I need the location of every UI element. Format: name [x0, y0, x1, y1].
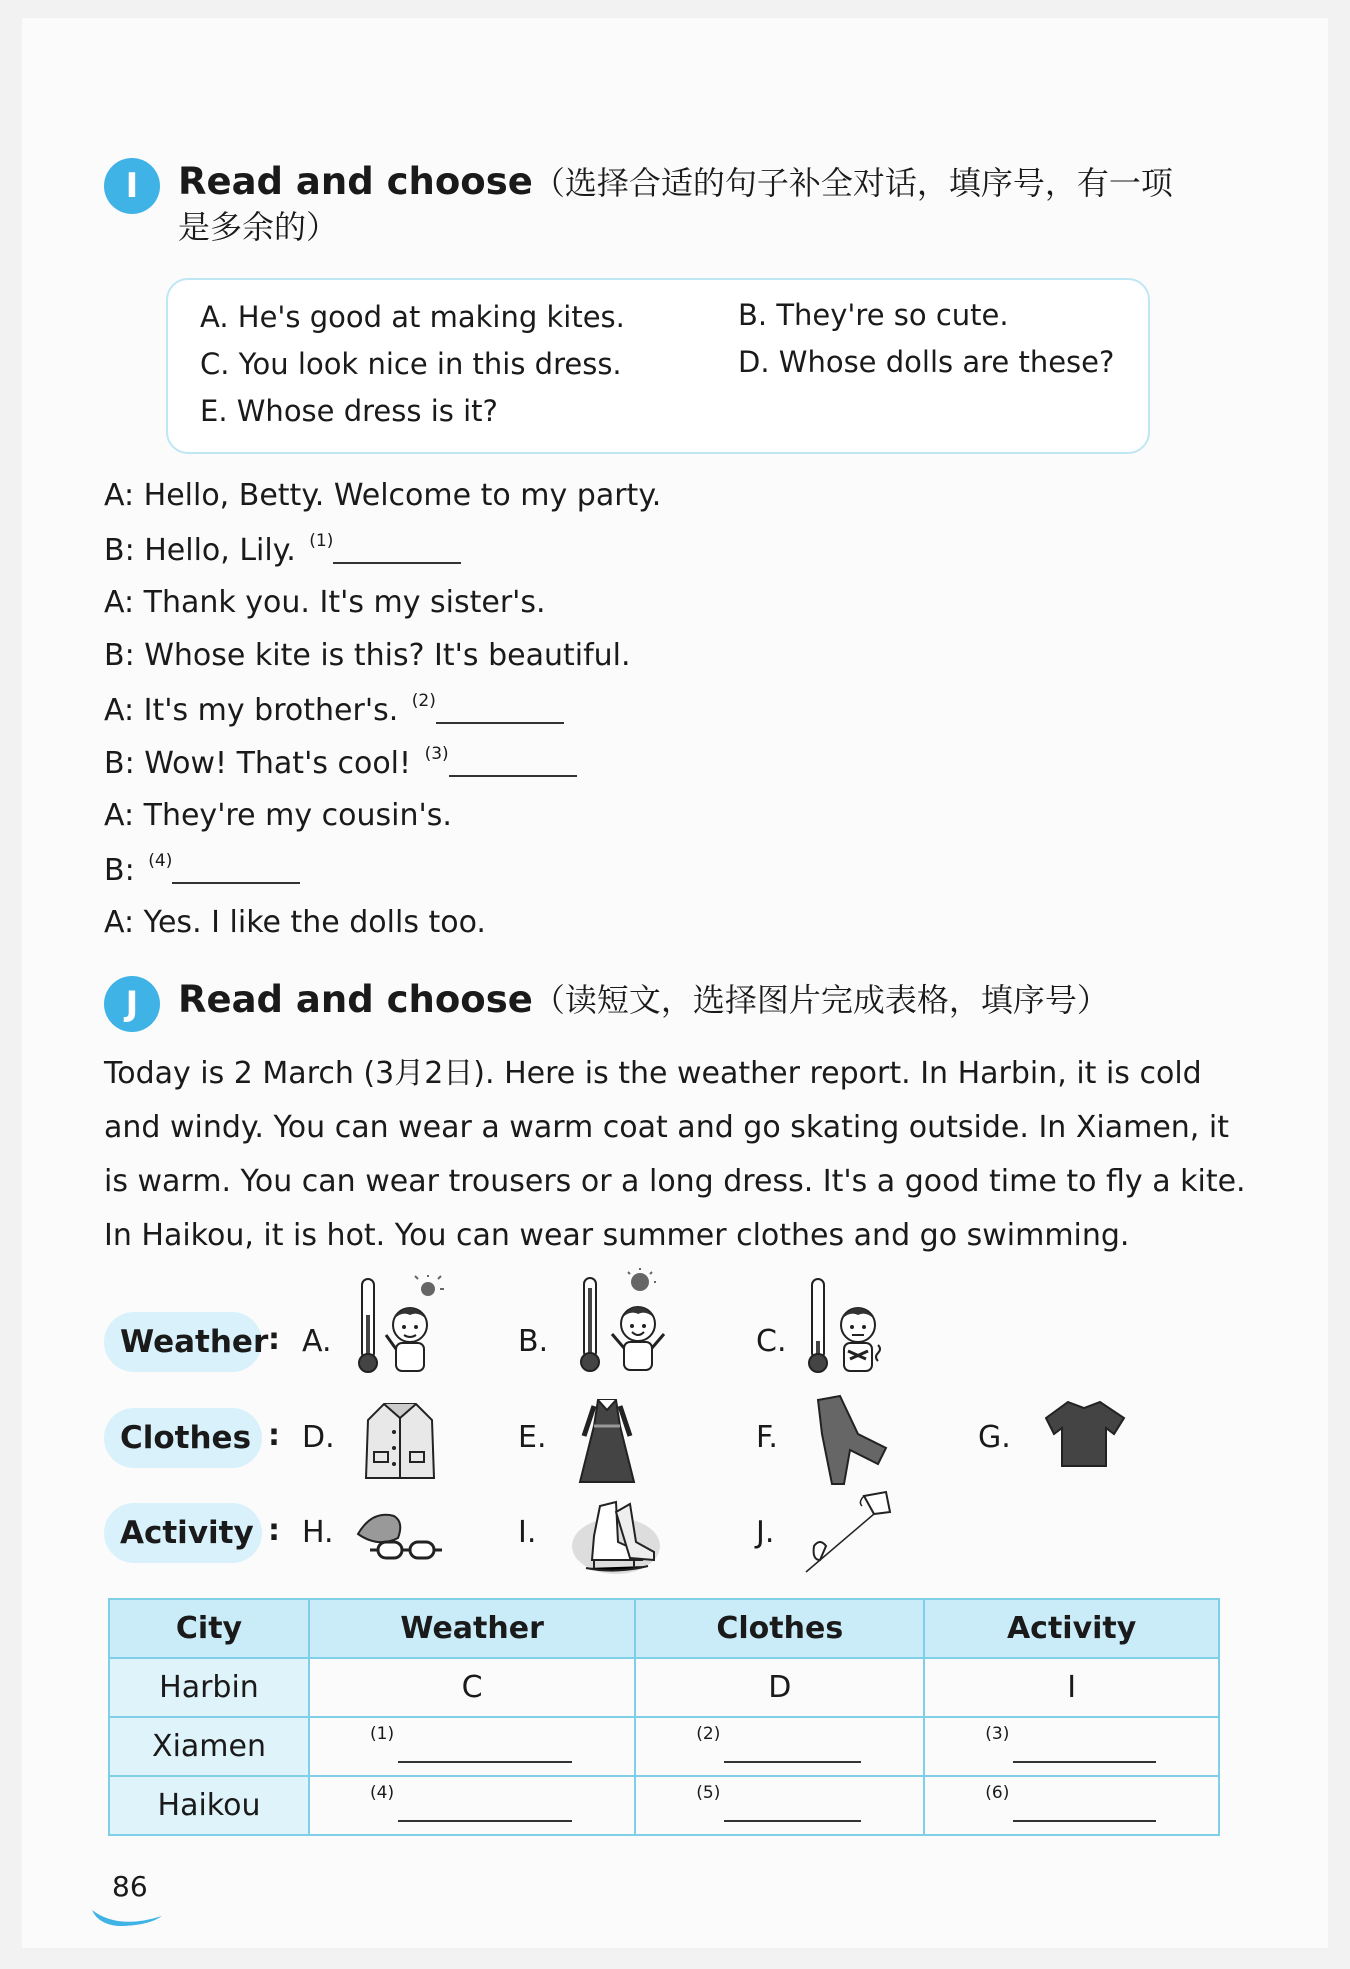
- section-i-instruction: （选择合适的句子补全对话，填序号，有一项: [532, 164, 1173, 202]
- section-i-header: [104, 160, 1173, 249]
- dialogue-line-3: A: Thank you. It's my sister's.: [104, 585, 546, 620]
- dialogue-line-4: B: Whose kite is this? It's beautiful.: [104, 638, 631, 673]
- swim-cap-goggles-icon: [354, 1508, 444, 1566]
- label-f: F.: [756, 1420, 778, 1455]
- clothes-pill: Clothes: [104, 1408, 262, 1468]
- weather-colon: :: [268, 1322, 280, 1357]
- label-e: E.: [518, 1420, 547, 1455]
- dialogue-line-2: B: Hello, Lily. $^{(1)}$: [104, 531, 461, 568]
- section-j-instruction: （读短文，选择图片完成表格，填序号）: [532, 981, 1109, 1019]
- header-weather: Weather: [309, 1599, 635, 1658]
- activity-pill: Activity: [104, 1503, 262, 1563]
- clothes-colon: :: [268, 1418, 280, 1453]
- table-row: [109, 1658, 1219, 1717]
- label-g: G.: [978, 1420, 1011, 1455]
- coat-icon: [362, 1398, 438, 1484]
- table-row: [109, 1717, 1219, 1776]
- activity-colon: :: [268, 1513, 280, 1548]
- label-h: H.: [302, 1515, 334, 1550]
- answer-blank-3[interactable]: [449, 749, 577, 777]
- blank-cell[interactable]: (3): [924, 1717, 1219, 1776]
- city-cell: Xiamen: [109, 1717, 309, 1776]
- section-j-badge: J: [104, 976, 160, 1032]
- option-d: D. Whose dolls are these?: [738, 345, 1115, 379]
- option-e: E. Whose dress is it?: [200, 394, 498, 428]
- city-cell: Haikou: [109, 1776, 309, 1835]
- dialogue-line-9: A: Yes. I like the dolls too.: [104, 905, 486, 940]
- section-i-instruction-cont: 是多余的）: [178, 208, 339, 246]
- thermometer-cold-boy-icon: [804, 1275, 894, 1379]
- table-row: [109, 1776, 1219, 1835]
- answer-table: [108, 1598, 1220, 1836]
- label-d: D.: [302, 1420, 335, 1455]
- blank-cell[interactable]: (1): [309, 1717, 635, 1776]
- label-b: B.: [518, 1324, 549, 1359]
- kite-icon: [800, 1490, 896, 1574]
- answer-blank-2[interactable]: [436, 696, 564, 724]
- section-j-title: Read and choose: [178, 978, 533, 1021]
- dialogue-line-7: A: They're my cousin's.: [104, 798, 452, 833]
- answer-blank-1[interactable]: [333, 536, 461, 564]
- blank-cell[interactable]: (6): [924, 1776, 1219, 1835]
- dialogue-line-5: A: It's my brother's. $^{(2)}$: [104, 691, 564, 728]
- option-a: A. He's good at making kites.: [200, 300, 625, 334]
- section-i-title: Read and choose: [178, 160, 533, 203]
- thermometer-warm-boy-icon: [352, 1275, 446, 1379]
- option-c: C. You look nice in this dress.: [200, 347, 622, 381]
- t-shirt-icon: [1044, 1396, 1128, 1472]
- dialogue-line-1: A: Hello, Betty. Welcome to my party.: [104, 478, 662, 513]
- trousers-icon: [814, 1394, 890, 1488]
- dialogue-line-6: B: Wow! That's cool! $^{(3)}$: [104, 744, 577, 781]
- section-j-header: [104, 978, 1109, 1032]
- answer-cell: C: [309, 1658, 635, 1717]
- label-a: A.: [302, 1324, 332, 1359]
- header-activity: Activity: [924, 1599, 1219, 1658]
- dialogue-line-8: B: $^{(4)}$: [104, 851, 300, 888]
- thermometer-hot-boy-icon: [576, 1268, 674, 1378]
- weather-passage: Today is 2 March (3月2日). Here is the weather report. In Harbin, it is cold and windy. You can wear a warm coat and go skating outside. In Xiamen, it is warm. You can wear trousers or a long dress. It's a good time to fly a kite. In Haikou, it is hot. You can wear summer clothes and go swimming.: [104, 1056, 1246, 1253]
- page-number: 86: [112, 1870, 148, 1903]
- ice-skates-icon: [570, 1496, 662, 1578]
- label-c: C.: [756, 1324, 787, 1359]
- weather-pill: Weather: [104, 1312, 262, 1372]
- blank-cell[interactable]: (2): [635, 1717, 924, 1776]
- option-b: B. They're so cute.: [738, 298, 1009, 332]
- label-j: J.: [756, 1515, 775, 1550]
- section-i-badge: I: [104, 158, 160, 214]
- long-dress-icon: [576, 1396, 638, 1486]
- answer-cell: I: [924, 1658, 1219, 1717]
- blank-cell[interactable]: (5): [635, 1776, 924, 1835]
- label-i: I.: [518, 1515, 537, 1550]
- blank-cell[interactable]: (4): [309, 1776, 635, 1835]
- table-header-row: [109, 1599, 1219, 1658]
- header-city: City: [109, 1599, 309, 1658]
- answer-cell: D: [635, 1658, 924, 1717]
- city-cell: Harbin: [109, 1658, 309, 1717]
- answer-blank-4[interactable]: [172, 856, 300, 884]
- header-clothes: Clothes: [635, 1599, 924, 1658]
